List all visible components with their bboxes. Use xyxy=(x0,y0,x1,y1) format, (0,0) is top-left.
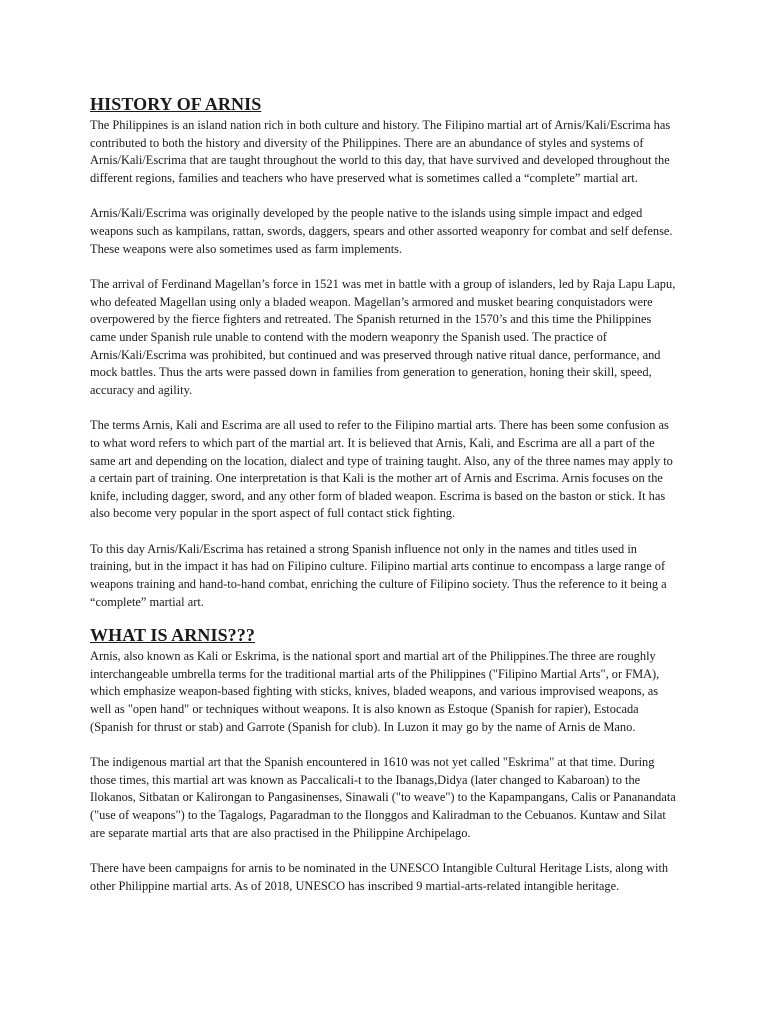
what-is-paragraph-1: Arnis, also known as Kali or Eskrima, is the national sport and martial art of the Philippines.The three are roughly interchangeable umbrella terms for the traditional martial arts of the Philippines ("Filipino Martial Arts", or FMA), which emphasize weapon-based fighting with sticks, knives, bladed weapons, and various improvised weapons, as well as "open hand" or techniques without weapons. It is also known as Estoque (Spanish for rapier), Estocada (Spanish for thrust or stab) and Garrote (Spanish for club). In Luzon it may go by the name of Arnis de Mano. xyxy=(90,649,660,734)
history-paragraph-2: Arnis/Kali/Escrima was originally developed by the people native to the islands using simple impact and edged weapons such as kampilans, rattan, swords, daggers, spears and other assorted weaponry for combat and self defense. These weapons were also sometimes used as farm implements. xyxy=(90,206,673,256)
what-is-paragraph-2: The indigenous martial art that the Spanish encountered in 1610 was not yet called "Eskrima" at that time. During those times, this martial art was known as Paccalicali-t to the Ibanags,Didya (later changed to Kabaroan) to the Ilokanos, Sitbatan or Kalirongan to Pangasinenses, Sinawali ("to weave") to the Kapampangans, Calis or Pananandata ("use of weapons") to the Tagalogs, Pagaradman to the Ilonggos and Kaliradman to the Cebuanos. Kuntaw and Silat are separate martial arts that are also practised in the Philippine Archipelago. xyxy=(90,755,676,840)
history-paragraph-5: To this day Arnis/Kali/Escrima has retained a strong Spanish influence not only in the names and titles used in training, but in the impact it has had on Filipino culture. Filipino martial arts continue to encompass a large range of weapons training and hand-to-hand combat, enriching the culture of Filipino society. Thus the reference to it being a “complete” martial art. xyxy=(90,541,667,609)
history-paragraph-4: The terms Arnis, Kali and Escrima are all used to refer to the Filipino martial arts. There has been some confusion as to what word refers to which part of the martial art. It is believed that Arnis, Kali, and Escrima are all a part of the same art and depending on the location, dialect and type of training taught. Also, any of the three names may apply to a certain part of training. One interpretation is that Kali is the mother art of Arnis and Escrima. Arnis focuses on the knife, including dagger, sword, and any other form of bladed weapon. Escrima is based on the baston or stick. It has also become very popular in the sport aspect of full contact stick fighting. xyxy=(90,418,673,521)
history-paragraph-3: The arrival of Ferdinand Magellan’s force in 1521 was met in battle with a group of islanders, led by Raja Lapu Lapu, who defeated Magellan using only a bladed weapon. Magellan’s armored and musket bearing conquistadors were overpowered by the fierce fighters and retreated. The Spanish returned in the 1570’s and this time the Philippines came under Spanish rule unable to contend with the modern weaponry the Spanish used. The practice of Arnis/Kali/Escrima was prohibited, but continued and was preserved through native ritual dance, performance, and mock battles. Thus the arts were passed down in families from generation to generation, honing their skill, speed, accuracy and agility. xyxy=(90,277,676,397)
history-paragraph-1: The Philippines is an island nation rich in both culture and history. The Filipino martial art of Arnis/Kali/Escrima has contributed to both the history and diversity of the Philippines. There are an abundance of styles and systems of Arnis/Kali/Escrima that are taught throughout the world to this day, that have survived and developed throughout the different regions, families and teachers who have preserved what is sometimes called a “complete” martial art. xyxy=(90,118,671,185)
what-is-paragraph-3: There have been campaigns for arnis to be nominated in the UNESCO Intangible Cultural Heritage Lists, along with other Philippine martial arts. As of 2018, UNESCO has inscribed 9 martial-arts-related intangible heritage. xyxy=(90,861,669,893)
section-heading-history: HISTORY OF ARNIS xyxy=(90,94,262,114)
section-heading-what-is-arnis: WHAT IS ARNIS??? xyxy=(90,625,255,646)
document-page xyxy=(90,94,680,895)
